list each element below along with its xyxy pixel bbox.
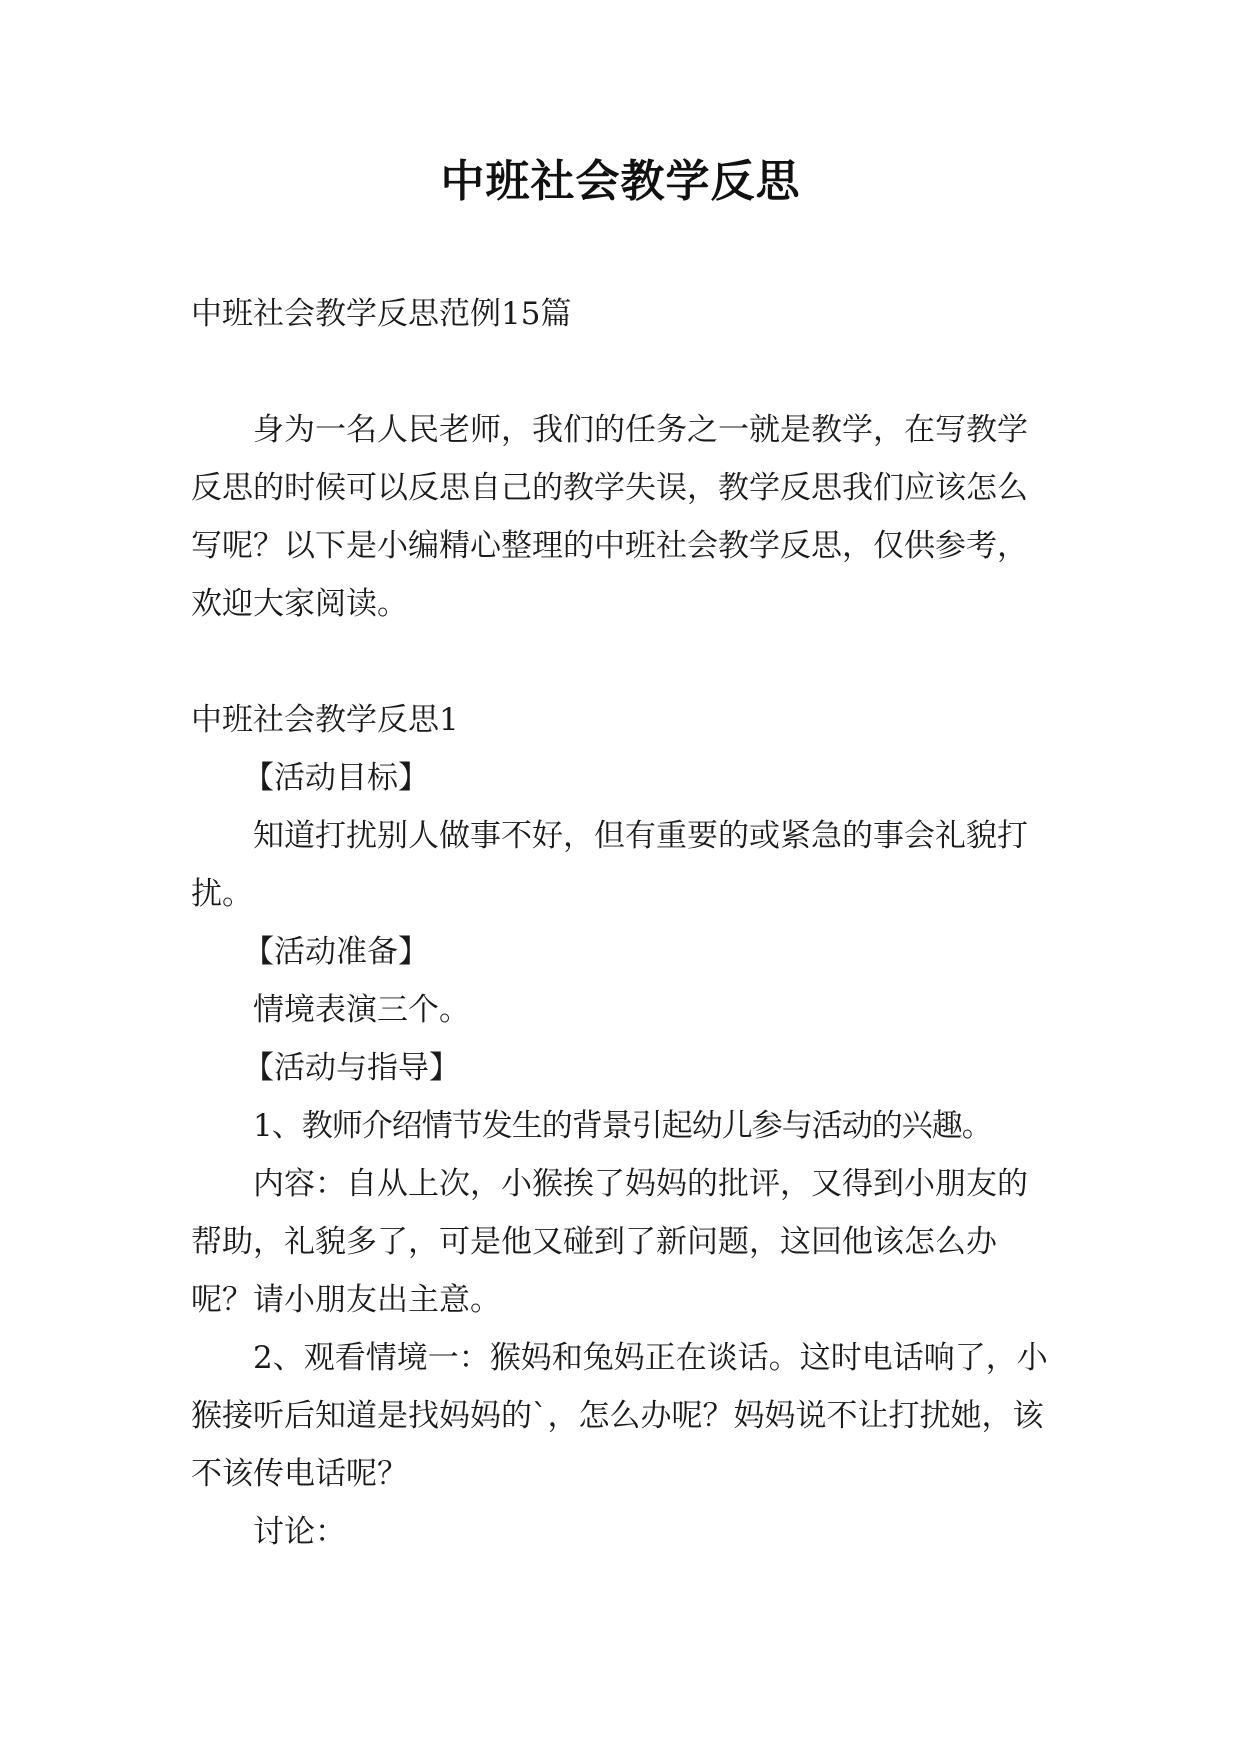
section-heading: 中班社会教学反思1	[191, 702, 459, 738]
goal-heading: 【活动目标】	[243, 760, 429, 796]
guide-heading: 【活动与指导】	[243, 1050, 460, 1086]
goal-text: 知道打扰别人做事不好，但有重要的或紧急的事会礼貌打扰。	[191, 818, 1028, 912]
document-body	[191, 285, 1051, 1561]
document-title: 中班社会教学反思	[440, 156, 801, 207]
step-1-text: 1、教师介绍情节发生的背景引起幼儿参与活动的兴趣。	[253, 1108, 992, 1144]
document-subtitle: 中班社会教学反思范例15篇	[191, 296, 572, 332]
step-2-paragraph: 2、观看情境一：猴妈和兔妈正在谈话。这时电话响了，小猴接听后知道是找妈妈的`，怎么办呢？妈妈说不让打扰她，该不该传电话呢？	[191, 1340, 1048, 1492]
prep-heading: 【活动准备】	[243, 934, 429, 970]
discuss-label: 讨论：	[253, 1514, 346, 1550]
intro-paragraph: 身为一名人民老师，我们的任务之一就是教学，在写教学反思的时候可以反思自己的教学失误，教学反思我们应该怎么写呢？以下是小编精心整理的中班社会教学反思，仅供参考，欢迎大家阅读。	[191, 412, 1028, 622]
content-paragraph: 内容：自从上次，小猴挨了妈妈的批评，又得到小朋友的帮助，礼貌多了，可是他又碰到了新问题，这回他该怎么办呢？请小朋友出主意。	[191, 1166, 1028, 1318]
prep-text: 情境表演三个。	[253, 992, 470, 1028]
